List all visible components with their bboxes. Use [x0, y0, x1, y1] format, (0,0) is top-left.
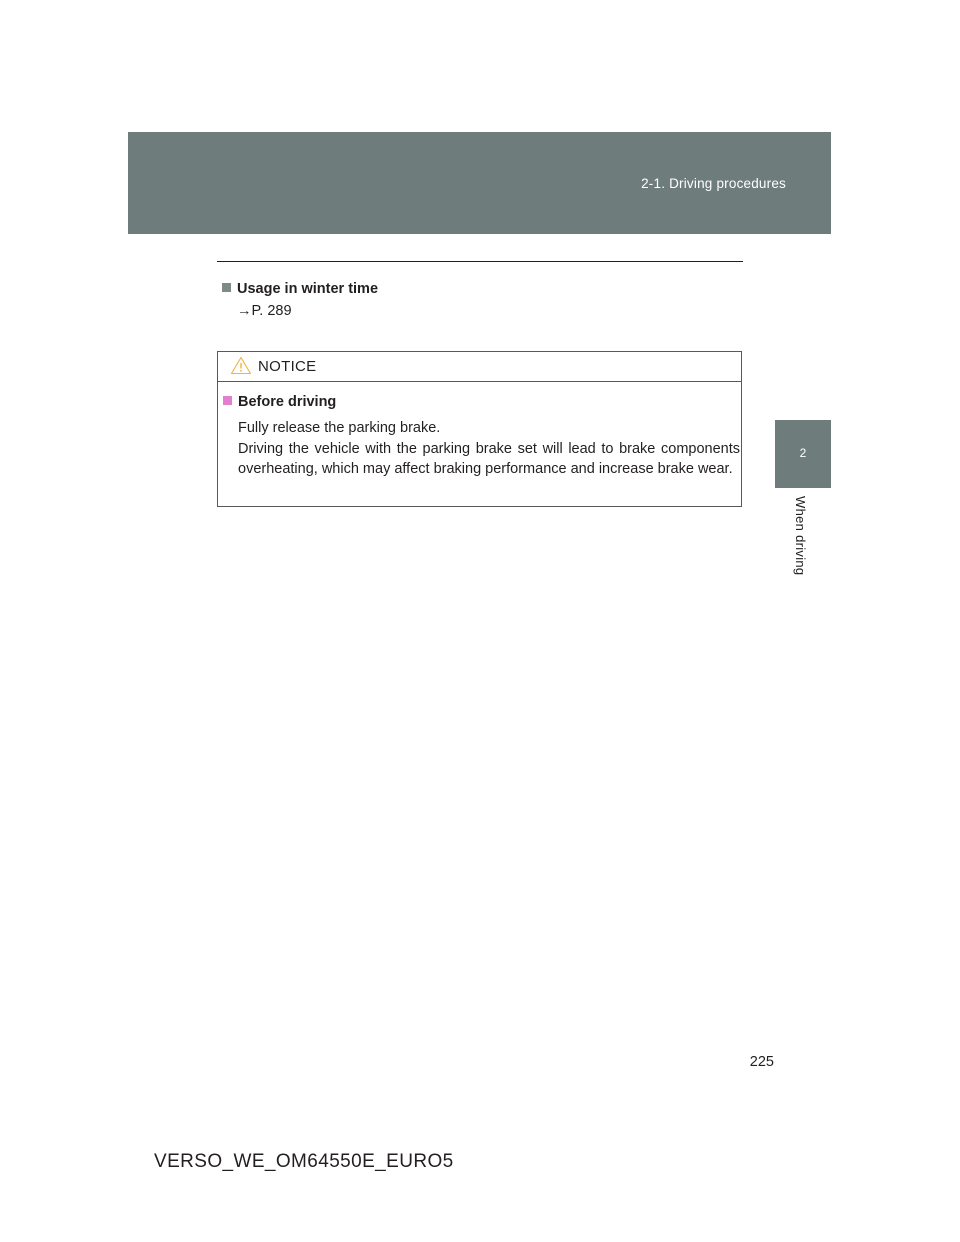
- warning-triangle-icon: [230, 356, 252, 380]
- page-reference-link[interactable]: →P. 289: [237, 303, 292, 319]
- notice-header: [218, 352, 741, 382]
- chapter-number: 2: [799, 446, 807, 460]
- chapter-label: When driving: [793, 496, 808, 576]
- square-bullet-icon: [223, 396, 232, 405]
- notice-line: Driving the vehicle with the parking brake set will lead to brake components overheating, which may affect braking performance and increase brake wear.: [238, 440, 740, 477]
- section-heading: [222, 281, 378, 297]
- notice-body: [238, 418, 740, 480]
- notice-line: Fully release the parking brake.: [238, 420, 441, 436]
- notice-box: [217, 351, 742, 507]
- page-number: 225: [749, 1054, 774, 1070]
- section-heading-text: Usage in winter time: [237, 281, 379, 297]
- square-bullet-icon: [222, 283, 231, 292]
- notice-heading-text: Before driving: [238, 394, 337, 410]
- notice-title: NOTICE: [258, 358, 317, 375]
- header-band: [128, 132, 831, 234]
- chapter-tab[interactable]: [775, 420, 831, 488]
- footer-code: VERSO_WE_OM64550E_EURO5: [154, 1151, 454, 1172]
- section-title: 2-1. Driving procedures: [641, 176, 786, 191]
- notice-heading: [223, 394, 336, 410]
- top-rule: [217, 261, 743, 262]
